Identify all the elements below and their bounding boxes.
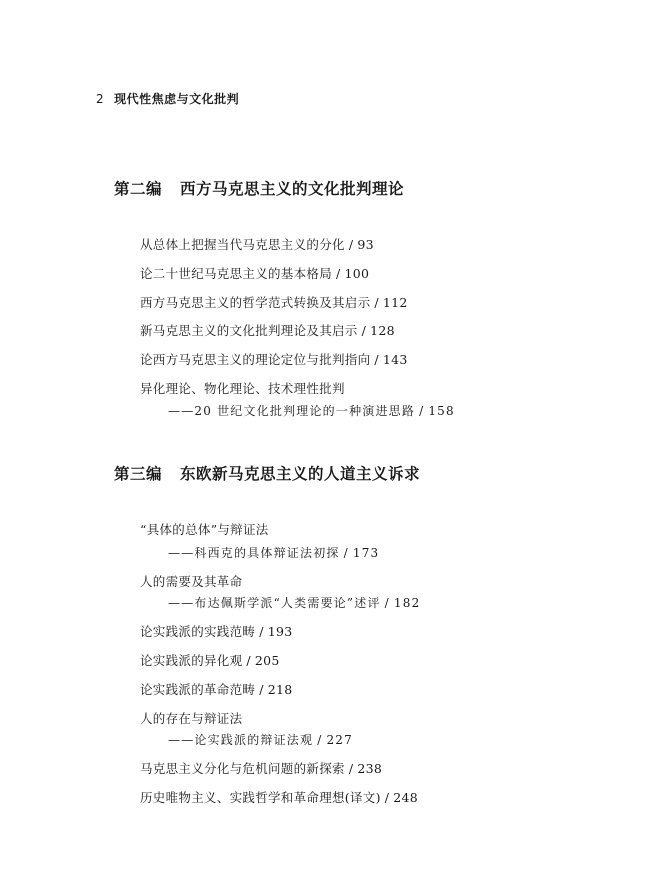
entry-page: 112 <box>382 295 408 310</box>
entry-title: 马克思主义分化与危机问题的新探索 <box>140 761 345 776</box>
entry-title: 论实践派的实践范畴 <box>140 624 256 639</box>
toc-entry[interactable] <box>140 651 280 669</box>
entry-page: 182 <box>393 596 421 610</box>
entry-page: 248 <box>393 790 419 805</box>
entry-page: 143 <box>382 352 408 367</box>
toc-entry[interactable] <box>140 379 345 397</box>
entry-title: 人的需要及其革命 <box>140 574 243 589</box>
separator: / <box>317 733 323 747</box>
entry-page: 100 <box>344 266 370 281</box>
entry-title: 论二十世纪马克思主义的基本格局 <box>140 266 333 281</box>
entry-page: 93 <box>357 237 374 252</box>
separator: / <box>259 624 264 639</box>
toc-entry[interactable] <box>140 622 292 640</box>
separator: / <box>374 352 379 367</box>
separator: / <box>259 682 264 697</box>
entry-title: 论实践派的异化观 <box>140 653 243 668</box>
toc-entry[interactable] <box>140 680 292 698</box>
entry-page: 227 <box>326 733 353 747</box>
toc-entry[interactable] <box>140 572 242 590</box>
separator: / <box>384 596 390 610</box>
entry-page: 218 <box>267 682 293 697</box>
toc-entry[interactable] <box>140 520 269 538</box>
part-label: 第二编 <box>114 180 163 198</box>
toc-entry-subtitle[interactable] <box>168 594 420 611</box>
entry-title: 人的存在与辩证法 <box>140 711 243 726</box>
toc-entry[interactable] <box>140 709 242 727</box>
entry-subtitle: ——论实践派的辩证法观 <box>168 733 314 747</box>
entry-page: 173 <box>352 546 380 560</box>
separator: / <box>419 404 425 418</box>
entry-page: 205 <box>254 653 280 668</box>
entry-page: 158 <box>428 404 455 418</box>
part-title: 东欧新马克思主义的人道主义诉求 <box>180 465 421 483</box>
toc-entry-subtitle[interactable] <box>168 402 455 419</box>
entry-subtitle: ——科西克的具体辩证法初探 <box>168 546 340 560</box>
separator: / <box>348 761 354 776</box>
entry-title: 论实践派的革命范畴 <box>140 682 256 697</box>
part-title: 西方马克思主义的文化批判理论 <box>180 180 405 198</box>
entry-page: 238 <box>357 761 383 776</box>
entry-title: 历史唯物主义、实践哲学和革命理想(译文) <box>140 790 381 805</box>
book-title: 现代性焦虑与文化批判 <box>114 92 240 106</box>
toc-entry[interactable] <box>140 759 382 777</box>
entry-page: 128 <box>370 323 395 338</box>
part-label: 第三编 <box>114 465 163 483</box>
separator: / <box>336 266 341 281</box>
separator: / <box>343 546 349 560</box>
part-heading <box>114 177 404 199</box>
entry-page: 193 <box>267 624 293 639</box>
toc-entry-subtitle[interactable] <box>168 544 379 561</box>
entry-subtitle: ——布达佩斯学派“人类需要论”述评 <box>168 596 381 610</box>
toc-entry[interactable] <box>140 264 369 282</box>
entry-title: “具体的总体”与辩证法 <box>140 522 269 537</box>
entry-title: 西方马克思主义的哲学范式转换及其启示 <box>140 295 371 310</box>
toc-entry[interactable] <box>140 235 374 253</box>
separator: / <box>361 323 367 338</box>
separator: / <box>384 790 390 805</box>
separator: / <box>374 295 379 310</box>
toc-entry[interactable] <box>140 293 408 311</box>
separator: / <box>348 237 354 252</box>
toc-entry[interactable] <box>140 321 395 339</box>
entry-subtitle: ——20 世纪文化批判理论的一种演进思路 <box>168 404 416 418</box>
entry-title: 论西方马克思主义的理论定位与批判指向 <box>140 352 371 367</box>
entry-title: 异化理论、物化理论、技术理性批判 <box>140 381 345 396</box>
entry-title: 从总体上把握当代马克思主义的分化 <box>140 237 345 252</box>
separator: / <box>246 653 251 668</box>
toc-entry[interactable] <box>140 788 418 806</box>
toc-entry[interactable] <box>140 350 408 368</box>
running-head <box>96 90 239 107</box>
part-heading <box>114 462 420 484</box>
page-number: 2 <box>96 92 105 106</box>
entry-title: 新马克思主义的文化批判理论及其启示 <box>140 323 358 338</box>
toc-entry-subtitle[interactable] <box>168 731 353 748</box>
